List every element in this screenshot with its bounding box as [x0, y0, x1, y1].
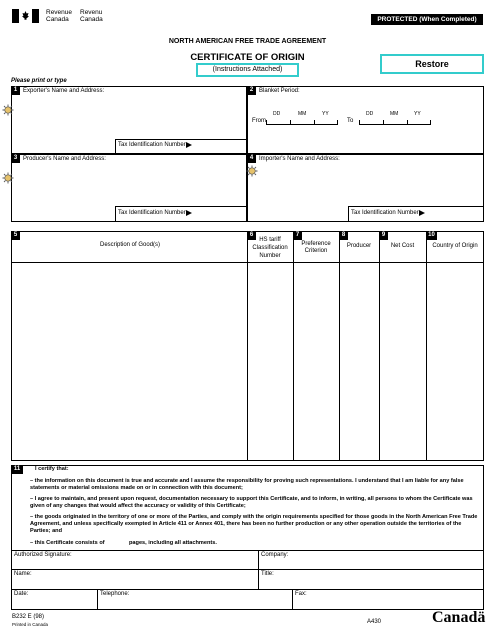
date-input[interactable]: [12, 597, 97, 610]
to-label: To: [347, 118, 354, 124]
printed-in-canada: Printed in Canada: [12, 622, 49, 627]
field-number-1: 1: [11, 86, 20, 95]
print-note: Please print or type: [11, 78, 67, 84]
telephone-label: Telephone:: [100, 591, 130, 597]
field-number-11: 11: [11, 465, 23, 474]
hs-tariff-input[interactable]: [248, 263, 293, 460]
certify-clause-4b: pages, including all attachments.: [129, 540, 217, 546]
preference-criterion-input[interactable]: [294, 263, 339, 460]
agreement-heading: NORTH AMERICAN FREE TRADE AGREEMENT: [168, 38, 327, 45]
to-yy-label: YY: [414, 111, 421, 117]
from-date-input[interactable]: [266, 124, 338, 125]
arrow-right-icon: [419, 210, 425, 216]
producer-label: Producer's Name and Address:: [23, 156, 106, 162]
net-cost-input[interactable]: [380, 263, 426, 460]
dept-name-fr: Revenu Canada: [80, 9, 103, 23]
field-number-6: 6: [247, 231, 256, 240]
company-label: Company:: [261, 552, 289, 558]
exporter-tax-id-label: Tax Identification Number:: [118, 142, 188, 148]
importer-label: Importer's Name and Address:: [259, 156, 340, 162]
field-number-2: 2: [247, 86, 256, 95]
fax-label: Fax:: [295, 591, 307, 597]
exporter-label: Exporter's Name and Address:: [23, 88, 105, 94]
from-yy-label: YY: [322, 111, 329, 117]
canada-flag-icon: [12, 9, 39, 23]
form-code: B232 E (98): [12, 614, 45, 620]
importer-tax-id-label: Tax Identification Number:: [351, 210, 421, 216]
country-of-origin-input[interactable]: [427, 263, 484, 460]
telephone-input[interactable]: [98, 597, 292, 610]
net-cost-header: Net Cost: [390, 243, 415, 249]
certify-clause-4a: – this Certificate consists of: [30, 540, 105, 546]
protected-banner: PROTECTED (When Completed): [371, 14, 483, 25]
field-number-3: 3: [11, 154, 20, 163]
description-header: Description of Good(s): [100, 242, 161, 248]
field-number-4: 4: [247, 154, 256, 163]
certify-clause-1: – the information on this document is true and accurate and I assume the responsibility for proving such representations. I understand that I am liable for any false statements or material omissions made on or in connection with this document;: [30, 478, 464, 491]
to-mm-label: MM: [390, 111, 399, 117]
name-input[interactable]: [12, 577, 258, 589]
certify-clause-2: – I agree to maintain, and present upon request, documentation necessary to support this Certificate, and to inform, in writing, all persons to whom the Certificate was given of any changes that would affect the accuracy or validity of this Certificate;: [30, 496, 473, 509]
from-dd-label: DD: [273, 111, 281, 117]
field-marker-icon[interactable]: [2, 104, 14, 116]
producer-header: Producer: [346, 243, 372, 249]
name-label: Name:: [14, 571, 32, 577]
preference-criterion-header: Preference Criterion: [301, 241, 331, 254]
field-marker-icon[interactable]: [246, 165, 258, 177]
certify-clause-3: – the goods originated in the territory of one or more of the Parties, and comply with the origin requirements specified for those goods in the North American Free Trade Agreement, and unless specifically exempted in Article 411 or Annex 401, there has been no further production or any other operation outside the territories of the Parties; and: [30, 514, 478, 534]
arrow-right-icon: [186, 210, 192, 216]
producer-input[interactable]: [340, 263, 379, 460]
field-marker-icon[interactable]: [2, 172, 14, 184]
authorized-signature-input[interactable]: [12, 558, 258, 569]
dept-name-en: Revenue Canada: [46, 9, 73, 23]
instructions-link[interactable]: (Instructions Attached): [196, 63, 299, 77]
field-number-10: 10: [426, 231, 437, 240]
field-number-5: 5: [11, 231, 20, 240]
page-title: CERTIFICATE OF ORIGIN: [190, 52, 305, 63]
blanket-period-field[interactable]: [247, 86, 484, 154]
from-mm-label: MM: [298, 111, 307, 117]
from-label: From: [252, 118, 266, 124]
field-number-8: 8: [339, 231, 348, 240]
field-number-7: 7: [293, 231, 302, 240]
certify-intro: I certify that:: [35, 466, 69, 472]
blanket-period-label: Blanket Period:: [259, 88, 300, 94]
canada-wordmark: Canadä: [432, 609, 486, 626]
country-of-origin-header: Country of Origin: [432, 243, 478, 249]
to-dd-label: DD: [366, 111, 374, 117]
producer-tax-id-label: Tax Identification Number:: [118, 210, 188, 216]
description-input[interactable]: [12, 263, 247, 460]
field-number-9: 9: [379, 231, 388, 240]
title-input[interactable]: [259, 577, 484, 589]
date-label: Date:: [14, 591, 29, 597]
arrow-right-icon: [186, 142, 192, 148]
restore-button[interactable]: Restore: [380, 54, 484, 74]
company-input[interactable]: [259, 558, 484, 569]
form-reference: A430: [367, 619, 382, 625]
page-count-input[interactable]: [110, 540, 128, 547]
title-label: Title:: [261, 571, 274, 577]
authorized-signature-label: Authorized Signature:: [14, 552, 72, 558]
to-date-input[interactable]: [359, 124, 431, 125]
hs-tariff-header: HS tariff Classification Number: [252, 237, 288, 259]
